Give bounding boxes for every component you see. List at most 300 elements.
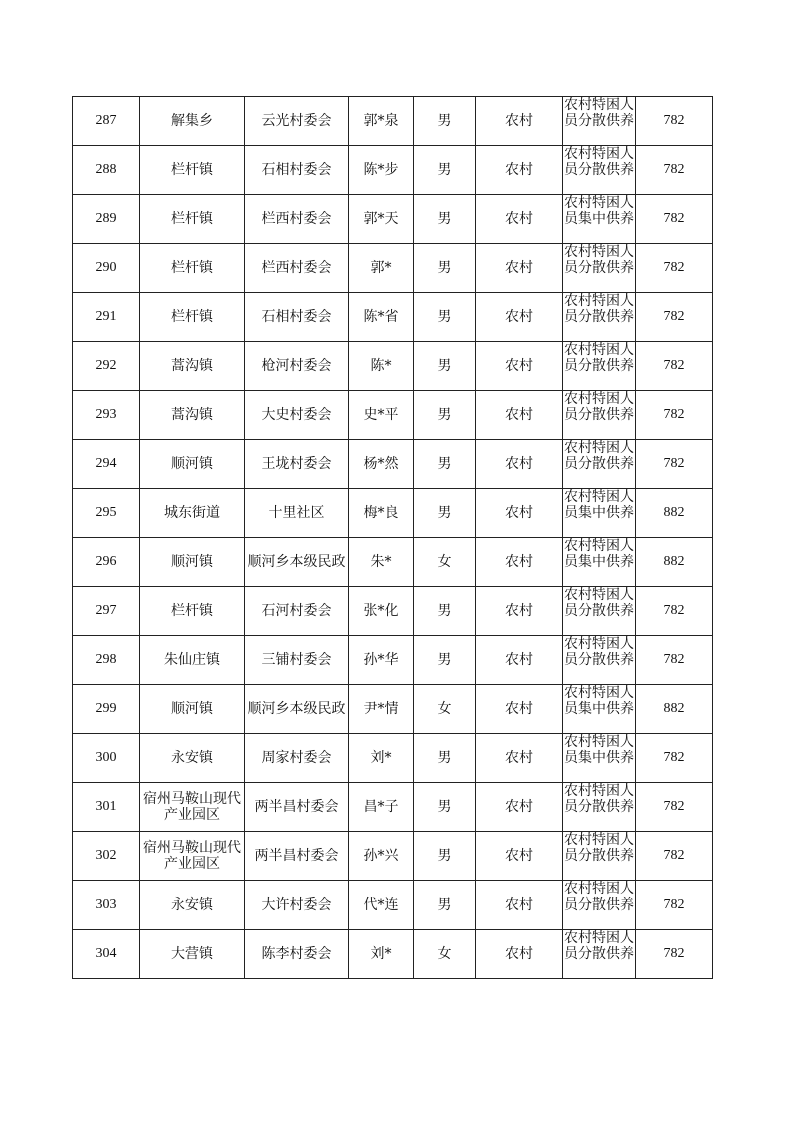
village-committee-cell <box>245 146 349 195</box>
support-category-cell <box>563 244 636 293</box>
village-committee-cell-text: 顺河乡本级民政 <box>247 554 346 570</box>
village-committee-cell <box>245 391 349 440</box>
monthly-amount-cell <box>636 489 713 538</box>
gender-cell-text: 男 <box>437 260 452 276</box>
person-name-cell <box>349 636 414 685</box>
village-committee-cell-text: 云光村委会 <box>261 113 332 129</box>
residence-type-cell-text: 农村 <box>505 505 533 521</box>
gender-cell-text: 男 <box>437 848 452 864</box>
residence-type-cell <box>476 489 563 538</box>
person-name-cell-text: 张*化 <box>363 603 399 619</box>
serial-number-cell <box>73 195 140 244</box>
township-cell <box>140 881 245 930</box>
village-committee-cell <box>245 538 349 587</box>
serial-number-cell <box>73 146 140 195</box>
monthly-amount-cell-text: 782 <box>663 652 685 667</box>
monthly-amount-cell <box>636 930 713 979</box>
support-category-cell <box>563 440 636 489</box>
support-category-cell <box>563 685 636 734</box>
gender-cell <box>414 832 476 881</box>
township-cell <box>140 685 245 734</box>
table-body <box>73 97 713 979</box>
monthly-amount-cell-text: 782 <box>663 162 685 177</box>
serial-number-cell-text: 291 <box>95 309 117 324</box>
serial-number-cell <box>73 342 140 391</box>
support-category-cell-text: 农村特困人员分散供养 <box>564 440 634 472</box>
person-name-cell-text: 昌*子 <box>363 799 399 815</box>
village-committee-cell-text: 栏西村委会 <box>261 211 332 227</box>
gender-cell-text: 男 <box>437 309 452 325</box>
township-cell <box>140 734 245 783</box>
serial-number-cell-text: 290 <box>95 260 117 275</box>
gender-cell-text: 女 <box>437 946 452 962</box>
table-row <box>73 293 713 342</box>
support-category-cell-text: 农村特困人员集中供养 <box>564 734 634 766</box>
township-cell-text: 宿州马鞍山现代产业园区 <box>143 840 241 872</box>
serial-number-cell-text: 293 <box>95 407 117 422</box>
person-name-cell <box>349 685 414 734</box>
table-row <box>73 195 713 244</box>
table-row <box>73 440 713 489</box>
village-committee-cell <box>245 881 349 930</box>
village-committee-cell <box>245 342 349 391</box>
gender-cell <box>414 636 476 685</box>
gender-cell-text: 男 <box>437 897 452 913</box>
relief-roster-table <box>72 96 713 979</box>
village-committee-cell-text: 十里社区 <box>268 505 325 521</box>
serial-number-cell <box>73 440 140 489</box>
township-cell-text: 大营镇 <box>171 946 213 962</box>
table-row <box>73 734 713 783</box>
person-name-cell <box>349 97 414 146</box>
serial-number-cell <box>73 538 140 587</box>
residence-type-cell <box>476 195 563 244</box>
table-row <box>73 881 713 930</box>
support-category-cell <box>563 538 636 587</box>
residence-type-cell <box>476 538 563 587</box>
table-row <box>73 244 713 293</box>
village-committee-cell-text: 陈李村委会 <box>261 946 332 962</box>
serial-number-cell <box>73 930 140 979</box>
table-row <box>73 832 713 881</box>
gender-cell-text: 男 <box>437 407 452 423</box>
township-cell-text: 蒿沟镇 <box>171 358 213 374</box>
table-row <box>73 538 713 587</box>
monthly-amount-cell <box>636 146 713 195</box>
gender-cell <box>414 587 476 636</box>
residence-type-cell <box>476 685 563 734</box>
residence-type-cell <box>476 97 563 146</box>
township-cell <box>140 489 245 538</box>
township-cell-text: 城东街道 <box>164 505 220 521</box>
support-category-cell <box>563 293 636 342</box>
village-committee-cell-text: 石相村委会 <box>261 309 332 325</box>
monthly-amount-cell-text: 782 <box>663 309 685 324</box>
gender-cell <box>414 440 476 489</box>
monthly-amount-cell-text: 882 <box>663 701 685 716</box>
monthly-amount-cell <box>636 538 713 587</box>
person-name-cell-text: 陈*省 <box>363 309 399 325</box>
person-name-cell-text: 刘* <box>370 750 392 766</box>
person-name-cell-text: 刘* <box>370 946 392 962</box>
serial-number-cell-text: 295 <box>95 505 117 520</box>
township-cell <box>140 195 245 244</box>
residence-type-cell <box>476 783 563 832</box>
serial-number-cell-text: 288 <box>95 162 117 177</box>
support-category-cell <box>563 195 636 244</box>
serial-number-cell <box>73 636 140 685</box>
gender-cell <box>414 734 476 783</box>
person-name-cell <box>349 538 414 587</box>
residence-type-cell-text: 农村 <box>505 652 533 668</box>
person-name-cell <box>349 832 414 881</box>
serial-number-cell-text: 292 <box>95 358 117 373</box>
support-category-cell-text: 农村特困人员集中供养 <box>564 685 634 717</box>
serial-number-cell-text: 294 <box>95 456 117 471</box>
support-category-cell <box>563 391 636 440</box>
gender-cell-text: 男 <box>437 799 452 815</box>
support-category-cell-text: 农村特困人员分散供养 <box>564 97 634 129</box>
table-row <box>73 342 713 391</box>
village-committee-cell-text: 大史村委会 <box>261 407 332 423</box>
residence-type-cell <box>476 734 563 783</box>
residence-type-cell-text: 农村 <box>505 603 533 619</box>
residence-type-cell-text: 农村 <box>505 456 533 472</box>
residence-type-cell <box>476 293 563 342</box>
table-row <box>73 587 713 636</box>
monthly-amount-cell-text: 782 <box>663 799 685 814</box>
person-name-cell <box>349 244 414 293</box>
village-committee-cell <box>245 685 349 734</box>
village-committee-cell-text: 石相村委会 <box>261 162 332 178</box>
residence-type-cell-text: 农村 <box>505 848 533 864</box>
support-category-cell-text: 农村特困人员分散供养 <box>564 832 634 864</box>
person-name-cell <box>349 734 414 783</box>
monthly-amount-cell-text: 782 <box>663 848 685 863</box>
village-committee-cell-text: 两半昌村委会 <box>254 848 339 864</box>
township-cell <box>140 97 245 146</box>
township-cell <box>140 636 245 685</box>
village-committee-cell-text: 石河村委会 <box>261 603 332 619</box>
person-name-cell <box>349 146 414 195</box>
gender-cell-text: 男 <box>437 358 452 374</box>
village-committee-cell-text: 周家村委会 <box>261 750 332 766</box>
monthly-amount-cell <box>636 440 713 489</box>
township-cell <box>140 440 245 489</box>
support-category-cell <box>563 146 636 195</box>
township-cell-text: 蒿沟镇 <box>171 407 213 423</box>
table-row <box>73 636 713 685</box>
monthly-amount-cell-text: 782 <box>663 407 685 422</box>
gender-cell-text: 男 <box>437 750 452 766</box>
support-category-cell-text: 农村特困人员分散供养 <box>564 293 634 325</box>
person-name-cell-text: 郭*泉 <box>363 113 399 129</box>
serial-number-cell-text: 304 <box>95 946 117 961</box>
residence-type-cell-text: 农村 <box>505 946 533 962</box>
serial-number-cell-text: 297 <box>95 603 117 618</box>
residence-type-cell <box>476 832 563 881</box>
gender-cell <box>414 685 476 734</box>
person-name-cell-text: 朱* <box>370 554 392 570</box>
support-category-cell-text: 农村特困人员分散供养 <box>564 636 634 668</box>
township-cell-text: 栏杆镇 <box>171 603 213 619</box>
support-category-cell <box>563 636 636 685</box>
table-row <box>73 489 713 538</box>
serial-number-cell <box>73 832 140 881</box>
village-committee-cell <box>245 489 349 538</box>
monthly-amount-cell <box>636 881 713 930</box>
gender-cell <box>414 930 476 979</box>
table-row <box>73 97 713 146</box>
serial-number-cell <box>73 391 140 440</box>
monthly-amount-cell-text: 782 <box>663 603 685 618</box>
residence-type-cell <box>476 440 563 489</box>
township-cell-text: 栏杆镇 <box>171 309 213 325</box>
support-category-cell-text: 农村特困人员集中供养 <box>564 538 634 570</box>
person-name-cell <box>349 881 414 930</box>
person-name-cell-text: 郭* <box>370 260 392 276</box>
gender-cell <box>414 195 476 244</box>
residence-type-cell-text: 农村 <box>505 407 533 423</box>
gender-cell-text: 男 <box>437 456 452 472</box>
residence-type-cell <box>476 881 563 930</box>
support-category-cell-text: 农村特困人员分散供养 <box>564 881 634 913</box>
gender-cell-text: 男 <box>437 211 452 227</box>
support-category-cell-text: 农村特困人员分散供养 <box>564 391 634 423</box>
village-committee-cell-text: 两半昌村委会 <box>254 799 339 815</box>
support-category-cell <box>563 489 636 538</box>
monthly-amount-cell <box>636 391 713 440</box>
table-row <box>73 930 713 979</box>
person-name-cell-text: 孙*华 <box>363 652 399 668</box>
person-name-cell-text: 陈* <box>370 358 392 374</box>
monthly-amount-cell-text: 782 <box>663 260 685 275</box>
support-category-cell-text: 农村特困人员分散供养 <box>564 783 634 815</box>
village-committee-cell <box>245 832 349 881</box>
monthly-amount-cell <box>636 685 713 734</box>
support-category-cell <box>563 342 636 391</box>
village-committee-cell <box>245 293 349 342</box>
person-name-cell <box>349 195 414 244</box>
residence-type-cell-text: 农村 <box>505 309 533 325</box>
gender-cell <box>414 97 476 146</box>
gender-cell <box>414 293 476 342</box>
person-name-cell <box>349 783 414 832</box>
gender-cell-text: 男 <box>437 603 452 619</box>
monthly-amount-cell <box>636 734 713 783</box>
monthly-amount-cell <box>636 587 713 636</box>
monthly-amount-cell <box>636 97 713 146</box>
support-category-cell-text: 农村特困人员分散供养 <box>564 342 634 374</box>
person-name-cell-text: 梅*良 <box>363 505 399 521</box>
township-cell <box>140 342 245 391</box>
person-name-cell-text: 史*平 <box>363 407 399 423</box>
monthly-amount-cell-text: 782 <box>663 946 685 961</box>
gender-cell <box>414 881 476 930</box>
township-cell-text: 宿州马鞍山现代产业园区 <box>143 791 241 823</box>
serial-number-cell <box>73 587 140 636</box>
table-row <box>73 685 713 734</box>
village-committee-cell <box>245 783 349 832</box>
monthly-amount-cell-text: 882 <box>663 505 685 520</box>
monthly-amount-cell <box>636 293 713 342</box>
township-cell-text: 顺河镇 <box>171 701 213 717</box>
gender-cell-text: 男 <box>437 113 452 129</box>
gender-cell-text: 男 <box>437 162 452 178</box>
gender-cell <box>414 244 476 293</box>
serial-number-cell <box>73 734 140 783</box>
township-cell-text: 朱仙庄镇 <box>164 652 220 668</box>
residence-type-cell-text: 农村 <box>505 113 533 129</box>
residence-type-cell-text: 农村 <box>505 701 533 717</box>
person-name-cell-text: 孙*兴 <box>363 848 399 864</box>
gender-cell-text: 女 <box>437 701 452 717</box>
residence-type-cell <box>476 930 563 979</box>
residence-type-cell <box>476 244 563 293</box>
residence-type-cell-text: 农村 <box>505 799 533 815</box>
township-cell <box>140 293 245 342</box>
gender-cell-text: 男 <box>437 652 452 668</box>
residence-type-cell-text: 农村 <box>505 750 533 766</box>
person-name-cell-text: 杨*然 <box>363 456 399 472</box>
person-name-cell <box>349 391 414 440</box>
gender-cell <box>414 538 476 587</box>
gender-cell <box>414 391 476 440</box>
gender-cell <box>414 342 476 391</box>
serial-number-cell <box>73 783 140 832</box>
support-category-cell-text: 农村特困人员集中供养 <box>564 195 634 227</box>
gender-cell <box>414 783 476 832</box>
serial-number-cell <box>73 881 140 930</box>
support-category-cell-text: 农村特困人员分散供养 <box>564 244 634 276</box>
person-name-cell-text: 陈*步 <box>363 162 399 178</box>
person-name-cell-text: 尹*情 <box>363 701 399 717</box>
residence-type-cell-text: 农村 <box>505 211 533 227</box>
village-committee-cell <box>245 440 349 489</box>
monthly-amount-cell-text: 782 <box>663 358 685 373</box>
serial-number-cell-text: 302 <box>95 848 117 863</box>
village-committee-cell <box>245 244 349 293</box>
monthly-amount-cell <box>636 244 713 293</box>
support-category-cell-text: 农村特困人员分散供养 <box>564 930 634 962</box>
residence-type-cell <box>476 636 563 685</box>
village-committee-cell <box>245 930 349 979</box>
monthly-amount-cell <box>636 195 713 244</box>
serial-number-cell-text: 287 <box>95 113 117 128</box>
township-cell <box>140 391 245 440</box>
support-category-cell <box>563 783 636 832</box>
village-committee-cell-text: 三铺村委会 <box>261 652 332 668</box>
serial-number-cell-text: 296 <box>95 554 117 569</box>
township-cell <box>140 587 245 636</box>
support-category-cell <box>563 97 636 146</box>
township-cell-text: 解集乡 <box>171 113 213 129</box>
monthly-amount-cell-text: 882 <box>663 554 685 569</box>
township-cell-text: 栏杆镇 <box>171 211 213 227</box>
township-cell <box>140 930 245 979</box>
table-row <box>73 146 713 195</box>
serial-number-cell-text: 300 <box>95 750 117 765</box>
township-cell <box>140 538 245 587</box>
village-committee-cell-text: 顺河乡本级民政 <box>247 701 346 717</box>
person-name-cell <box>349 440 414 489</box>
monthly-amount-cell-text: 782 <box>663 897 685 912</box>
person-name-cell <box>349 489 414 538</box>
residence-type-cell <box>476 342 563 391</box>
gender-cell <box>414 489 476 538</box>
serial-number-cell-text: 299 <box>95 701 117 716</box>
table-row <box>73 391 713 440</box>
township-cell-text: 栏杆镇 <box>171 260 213 276</box>
serial-number-cell-text: 303 <box>95 897 117 912</box>
serial-number-cell <box>73 489 140 538</box>
monthly-amount-cell <box>636 636 713 685</box>
village-committee-cell-text: 王垅村委会 <box>261 456 332 472</box>
village-committee-cell <box>245 734 349 783</box>
township-cell-text: 顺河镇 <box>171 554 213 570</box>
support-category-cell <box>563 832 636 881</box>
gender-cell-text: 男 <box>437 505 452 521</box>
monthly-amount-cell-text: 782 <box>663 456 685 471</box>
gender-cell-text: 女 <box>437 554 452 570</box>
residence-type-cell <box>476 391 563 440</box>
township-cell-text: 永安镇 <box>171 897 213 913</box>
monthly-amount-cell <box>636 832 713 881</box>
person-name-cell <box>349 342 414 391</box>
residence-type-cell-text: 农村 <box>505 162 533 178</box>
support-category-cell-text: 农村特困人员集中供养 <box>564 489 634 521</box>
monthly-amount-cell <box>636 342 713 391</box>
village-committee-cell <box>245 97 349 146</box>
person-name-cell <box>349 930 414 979</box>
village-committee-cell-text: 枪河村委会 <box>261 358 332 374</box>
person-name-cell-text: 代*连 <box>363 897 399 913</box>
village-committee-cell-text: 大许村委会 <box>261 897 332 913</box>
serial-number-cell-text: 301 <box>95 799 117 814</box>
monthly-amount-cell <box>636 783 713 832</box>
table-row <box>73 783 713 832</box>
township-cell <box>140 832 245 881</box>
village-committee-cell <box>245 195 349 244</box>
support-category-cell-text: 农村特困人员分散供养 <box>564 587 634 619</box>
person-name-cell-text: 郭*天 <box>363 211 399 227</box>
serial-number-cell-text: 298 <box>95 652 117 667</box>
monthly-amount-cell-text: 782 <box>663 211 685 226</box>
residence-type-cell <box>476 587 563 636</box>
gender-cell <box>414 146 476 195</box>
person-name-cell <box>349 293 414 342</box>
residence-type-cell-text: 农村 <box>505 260 533 276</box>
relief-roster-sheet <box>72 96 712 979</box>
village-committee-cell <box>245 636 349 685</box>
residence-type-cell <box>476 146 563 195</box>
serial-number-cell <box>73 293 140 342</box>
support-category-cell <box>563 881 636 930</box>
serial-number-cell <box>73 244 140 293</box>
serial-number-cell-text: 289 <box>95 211 117 226</box>
support-category-cell <box>563 587 636 636</box>
township-cell-text: 栏杆镇 <box>171 162 213 178</box>
person-name-cell <box>349 587 414 636</box>
residence-type-cell-text: 农村 <box>505 554 533 570</box>
residence-type-cell-text: 农村 <box>505 897 533 913</box>
township-cell-text: 永安镇 <box>171 750 213 766</box>
monthly-amount-cell-text: 782 <box>663 750 685 765</box>
serial-number-cell <box>73 97 140 146</box>
township-cell <box>140 244 245 293</box>
support-category-cell <box>563 930 636 979</box>
township-cell-text: 顺河镇 <box>171 456 213 472</box>
